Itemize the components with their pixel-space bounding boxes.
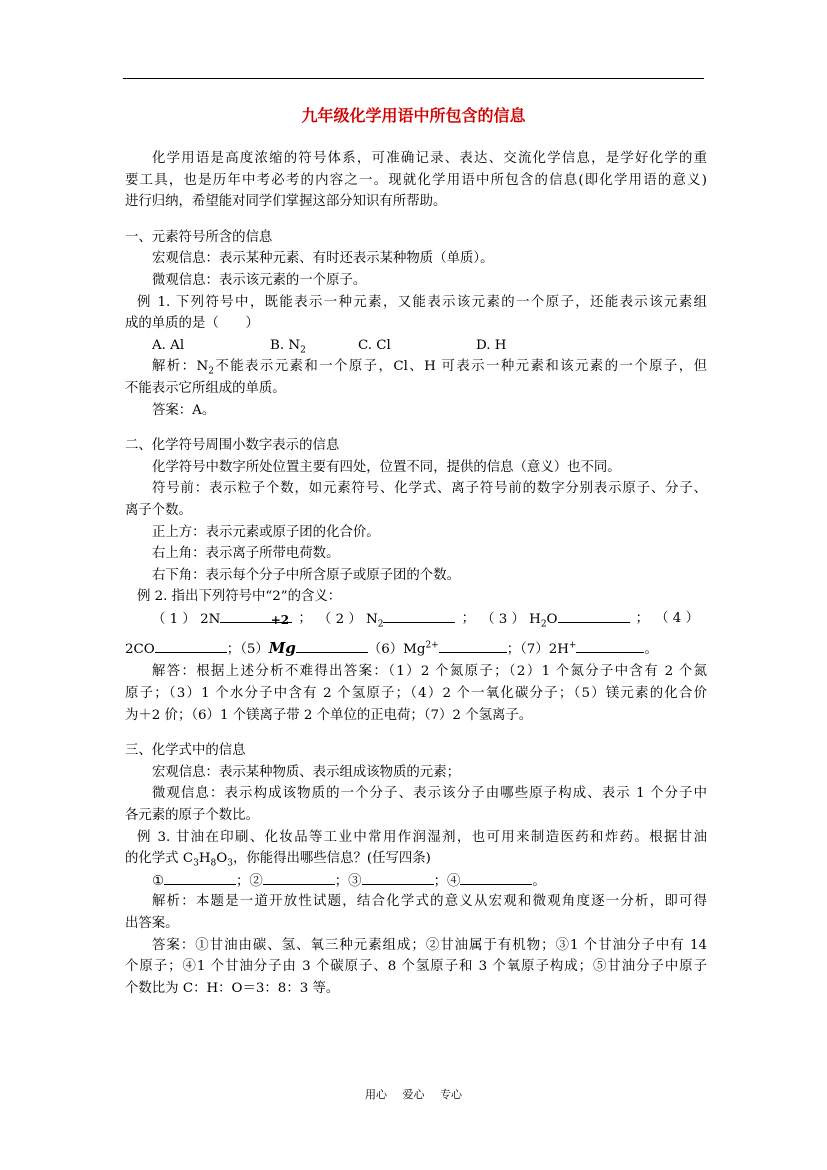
- answer-blank-s3-1[interactable]: [164, 870, 236, 885]
- section-1-heading: 一、元素符号所含的信息: [125, 229, 273, 245]
- option-d: D. H: [476, 337, 507, 353]
- intro-line-2: 要工具，也是历年中考必考的内容之一。现就化学用语中所包含的信息(即化学用语的意义): [125, 172, 707, 188]
- answer-blank-s3-3[interactable]: [362, 870, 434, 885]
- answer-blank-6[interactable]: [439, 638, 507, 653]
- s3-analysis-line-2: 出答案。: [125, 916, 179, 931]
- s2-para-6: 右下角：表示每个分子中所含原子或原子团的个数。: [152, 567, 460, 583]
- s3-question-line-1: 例 3. 甘油在印刷、化妆品等工业中常用作润湿剂，也可用来制造医药和炸药。根据甘油: [137, 829, 707, 845]
- s1-micro: 微观信息：表示该元素的一个原子。: [152, 272, 367, 288]
- item-4-label: （ 4 ）: [655, 610, 699, 626]
- s2-para-5: 右上角：表示离子所带电荷数。: [152, 546, 340, 562]
- footer-word-2: 爱心: [402, 1088, 425, 1101]
- s3-question-line-2: 的化学式 $C_3H_8O_3$，你能得出哪些信息？(任写四条): [125, 851, 431, 869]
- section-2-heading: 二、化学符号周围小数字表示的信息: [125, 438, 340, 454]
- footer-word-1: 用心: [365, 1088, 387, 1101]
- s3-micro-line-2: 各元素的原子个数比。: [125, 808, 259, 824]
- s1-macro: 宏观信息：表示某种元素、有时还表示某种物质（单质）。: [152, 251, 494, 267]
- item-2: （ 2 ） $N_2$: [318, 608, 456, 630]
- s2-para-2: 符号前：表示粒子个数，如元素符号、化学式、离子符号前的数字分别表示原子、分子、: [152, 481, 707, 497]
- option-c: C. Cl: [358, 337, 391, 353]
- answer-blank-2[interactable]: [383, 608, 455, 623]
- answer-blank-s3-2[interactable]: [263, 870, 335, 885]
- item-1: （ 1 ） 2N: [152, 608, 292, 630]
- answer-blank-s3-4[interactable]: [460, 870, 532, 885]
- page-footer: [0, 1086, 827, 1102]
- s2-answer-line-1: 解答：根据上述分析不难得出答案：（1）2 个氮原子；（2）1 个氮分子中含有 2 个氮: [152, 664, 707, 680]
- s3-macro: 宏观信息：表示某种物质、表示组成该物质的元素；: [152, 764, 460, 780]
- intro-line-1: 化学用语是高度浓缩的符号体系，可准确记录、表达、交流化学信息，是学好化学的重: [152, 151, 707, 166]
- s2-para-1: 化学符号中数字所处位置主要有四处，位置不同，提供的信息（意义）也不同。: [152, 459, 621, 475]
- s1-options: [125, 335, 707, 357]
- answer-blank-4[interactable]: [155, 638, 227, 653]
- s2-items-line-2: 2CO ；（5） +2 Mg $(6)Mg^{2+}$ ；（7）2H+ 。: [125, 629, 707, 661]
- document-body: [125, 148, 707, 999]
- s3-blanks: ① ；② ；③ ；④ 。: [125, 870, 707, 892]
- s1-question-line-1: 例 1. 下列符号中，既能表示一种元素，又能表示该元素的一个原子，还能表示该元素组: [137, 294, 707, 310]
- item-3: （ 3 ） $H_2O$: [481, 608, 629, 630]
- answer-blank-3[interactable]: [558, 608, 630, 623]
- s3-answer-line-2: 个原子；④1 个甘油分子由 3 个碳原子、8 个氢原子和 3 个氧原子构成；⑤甘油分子中原子: [125, 959, 707, 975]
- s1-analysis-line-1: 解析：$N_2$不能表示元素和一个原子，Cl、H 可表示一种元素和该元素的一个原子，但: [152, 359, 707, 378]
- s2-answer-line-3: 为＋2 价；（6）1 个镁离子带 2 个单位的正电荷；（7）2 个氢离子。: [125, 707, 533, 723]
- s3-answer-line-3: 个数比为 C：H：O＝3：8：3 等。: [125, 980, 340, 996]
- s2-para-3: 离子个数。: [125, 502, 192, 518]
- page-title: 九年级化学用语中所包含的信息: [301, 106, 526, 125]
- s2-question: 例 2. 指出下列符号中“2”的含义：: [137, 589, 342, 605]
- answer-blank-5[interactable]: [296, 638, 368, 653]
- option-a: A. Al: [152, 337, 185, 353]
- s2-answer-line-2: 原子；（3）1 个水分子中含有 2 个氢原子；（4）2 个一氧化碳分子；（5）镁元素的化合价: [125, 686, 707, 702]
- s1-question-line-2: 成的单质的是（ ）: [125, 316, 259, 332]
- s3-analysis-line-1: 解析：本题是一道开放性试题，结合化学式的意义从宏观和微观角度逐一分析，即可得: [152, 894, 707, 910]
- s2-items-line-1: （ 1 ） 2N ； （ 2 ） $N_2$ ； （ 3 ） $H_2O$ ； （ 4 ）: [125, 608, 707, 630]
- intro-line-3: 进行归纳，希望能对同学们掌握这部分知识有所帮助。: [125, 194, 447, 210]
- header-rule: [123, 78, 704, 79]
- s3-micro-line-1: 微观信息：表示构成该物质的一个分子、表示该分子由哪些原子构成、表示 1 个分子中: [152, 786, 707, 802]
- s3-answer-line-1: 答案：①甘油由碳、氢、氧三种元素组成；②甘油属于有机物；③1 个甘油分子中有 14: [152, 937, 707, 953]
- option-b: B. $N_2$: [270, 337, 306, 356]
- s1-answer: 答案：A。: [152, 402, 216, 418]
- answer-blank-7[interactable]: [576, 638, 644, 653]
- mg-valence-symbol: +2 Mg: [268, 613, 296, 658]
- s2-para-4: 正上方：表示元素或原子团的化合价。: [152, 524, 380, 540]
- section-3-heading: 三、化学式中的信息: [125, 743, 246, 759]
- s1-analysis-line-2: 不能表示它所组成的单质。: [125, 380, 286, 396]
- footer-word-3: 专心: [440, 1088, 462, 1101]
